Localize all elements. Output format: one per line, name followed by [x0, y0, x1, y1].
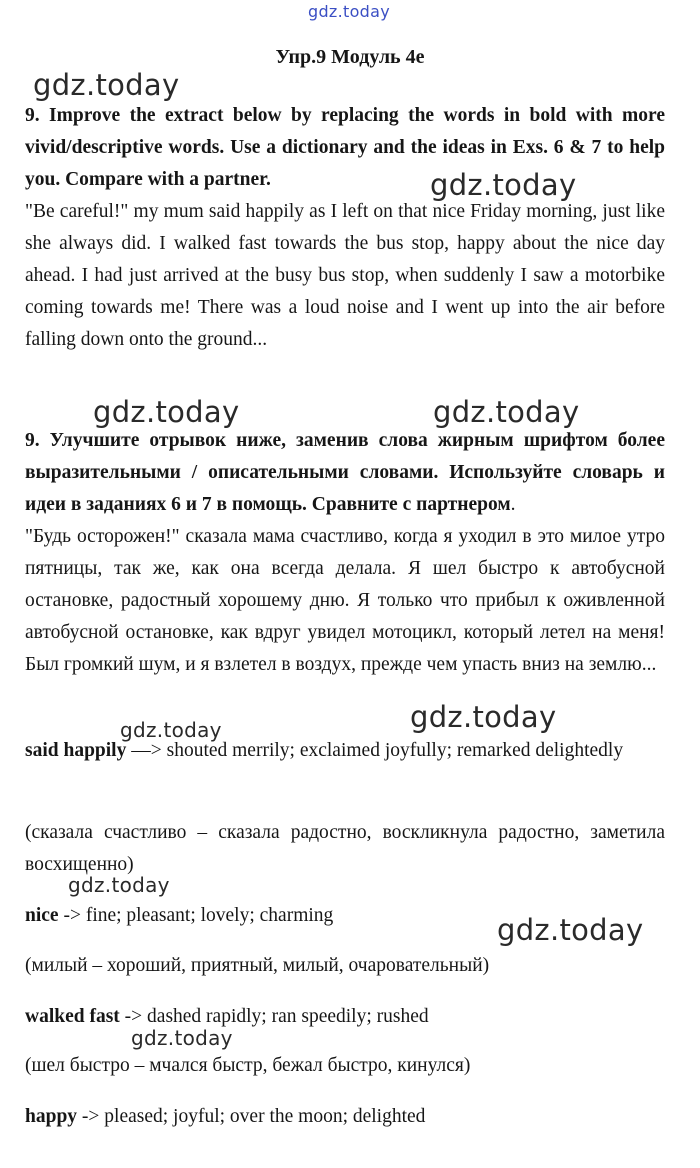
answer-item [25, 1101, 665, 1133]
ru-text: "Будь осторожен!" сказала мама счастливо, когда я уходил в это милое утро пятницы, так же, как она всегда делала. Я шел быстро к автобусной остановке, радостный хорошему дню. Я только что прибыл к оживленной автобусной остановке, как вдруг увидел мотоцикл, который летел на меня! Был громкий шум, и я взлетел в воздух, прежде чем упасть вниз на землю... [25, 526, 665, 675]
watermark: gdz.today [497, 913, 644, 947]
answer-term: nice [25, 905, 59, 926]
answer-text: —> shouted merrily; exclaimed joyfully; remarked delightedly [126, 740, 624, 761]
page-title: Упр.9 Модуль 4e [275, 46, 425, 68]
answer-text: -> pleased; joyful; over the moon; delighted [77, 1106, 426, 1127]
answer-term: happy [25, 1106, 78, 1127]
answer-translation: (сказала счастливо – сказала радостно, воскликнула радостно, заметила восхищенно) [25, 822, 665, 875]
watermark: gdz.today [68, 873, 170, 897]
watermark: gdz.today [93, 395, 240, 429]
watermark: gdz.today [433, 395, 580, 429]
answer-term: walked fast [25, 1006, 120, 1027]
en-text: "Be careful!" my mum said happily as I left on that nice Friday morning, just like she always did. I walked fast towards the bus stop, happy about the nice day ahead. I had just arrived at the busy bus stop, when suddenly I saw a motorbike coming towards me! There was a loud noise and I went up into the air before falling down onto the ground... [25, 201, 665, 350]
answer-item [25, 1001, 665, 1033]
ru-task: 9. Улучшите отрывок ниже, заменив слова жирным шрифтом более выразительными / описательными словами. Используйте словарь и идеи в заданиях 6 и 7 в помощь. Сравните с партнером [25, 430, 665, 515]
en-task: 9. Improve the extract below by replacing the words in bold with more vivid/descriptive words. Use a dictionary and the ideas in Exs. 6 & 7 to help you. Compare with a partner. [25, 105, 665, 190]
answer-translation: (милый – хороший, приятный, милый, очаровательный) [25, 955, 490, 976]
watermark-top: gdz.today [308, 2, 390, 21]
answer-text: -> dashed rapidly; ran speedily; rushed [119, 1006, 429, 1027]
watermark: gdz.today [410, 700, 557, 734]
answer-text: -> fine; pleasant; lovely; charming [58, 905, 334, 926]
answer-term: said happily [25, 740, 127, 761]
ru-task-end: . [510, 494, 516, 515]
watermark: gdz.today [131, 1026, 233, 1050]
watermark: gdz.today [430, 168, 577, 202]
answer-translation: (шел быстро – мчался быстр, бежал быстро, кинулся) [25, 1055, 471, 1076]
answer-item [25, 735, 665, 767]
answer-item [25, 900, 665, 932]
ru-task-block [25, 425, 665, 521]
watermark: gdz.today [120, 718, 222, 742]
watermark: gdz.today [33, 68, 180, 102]
